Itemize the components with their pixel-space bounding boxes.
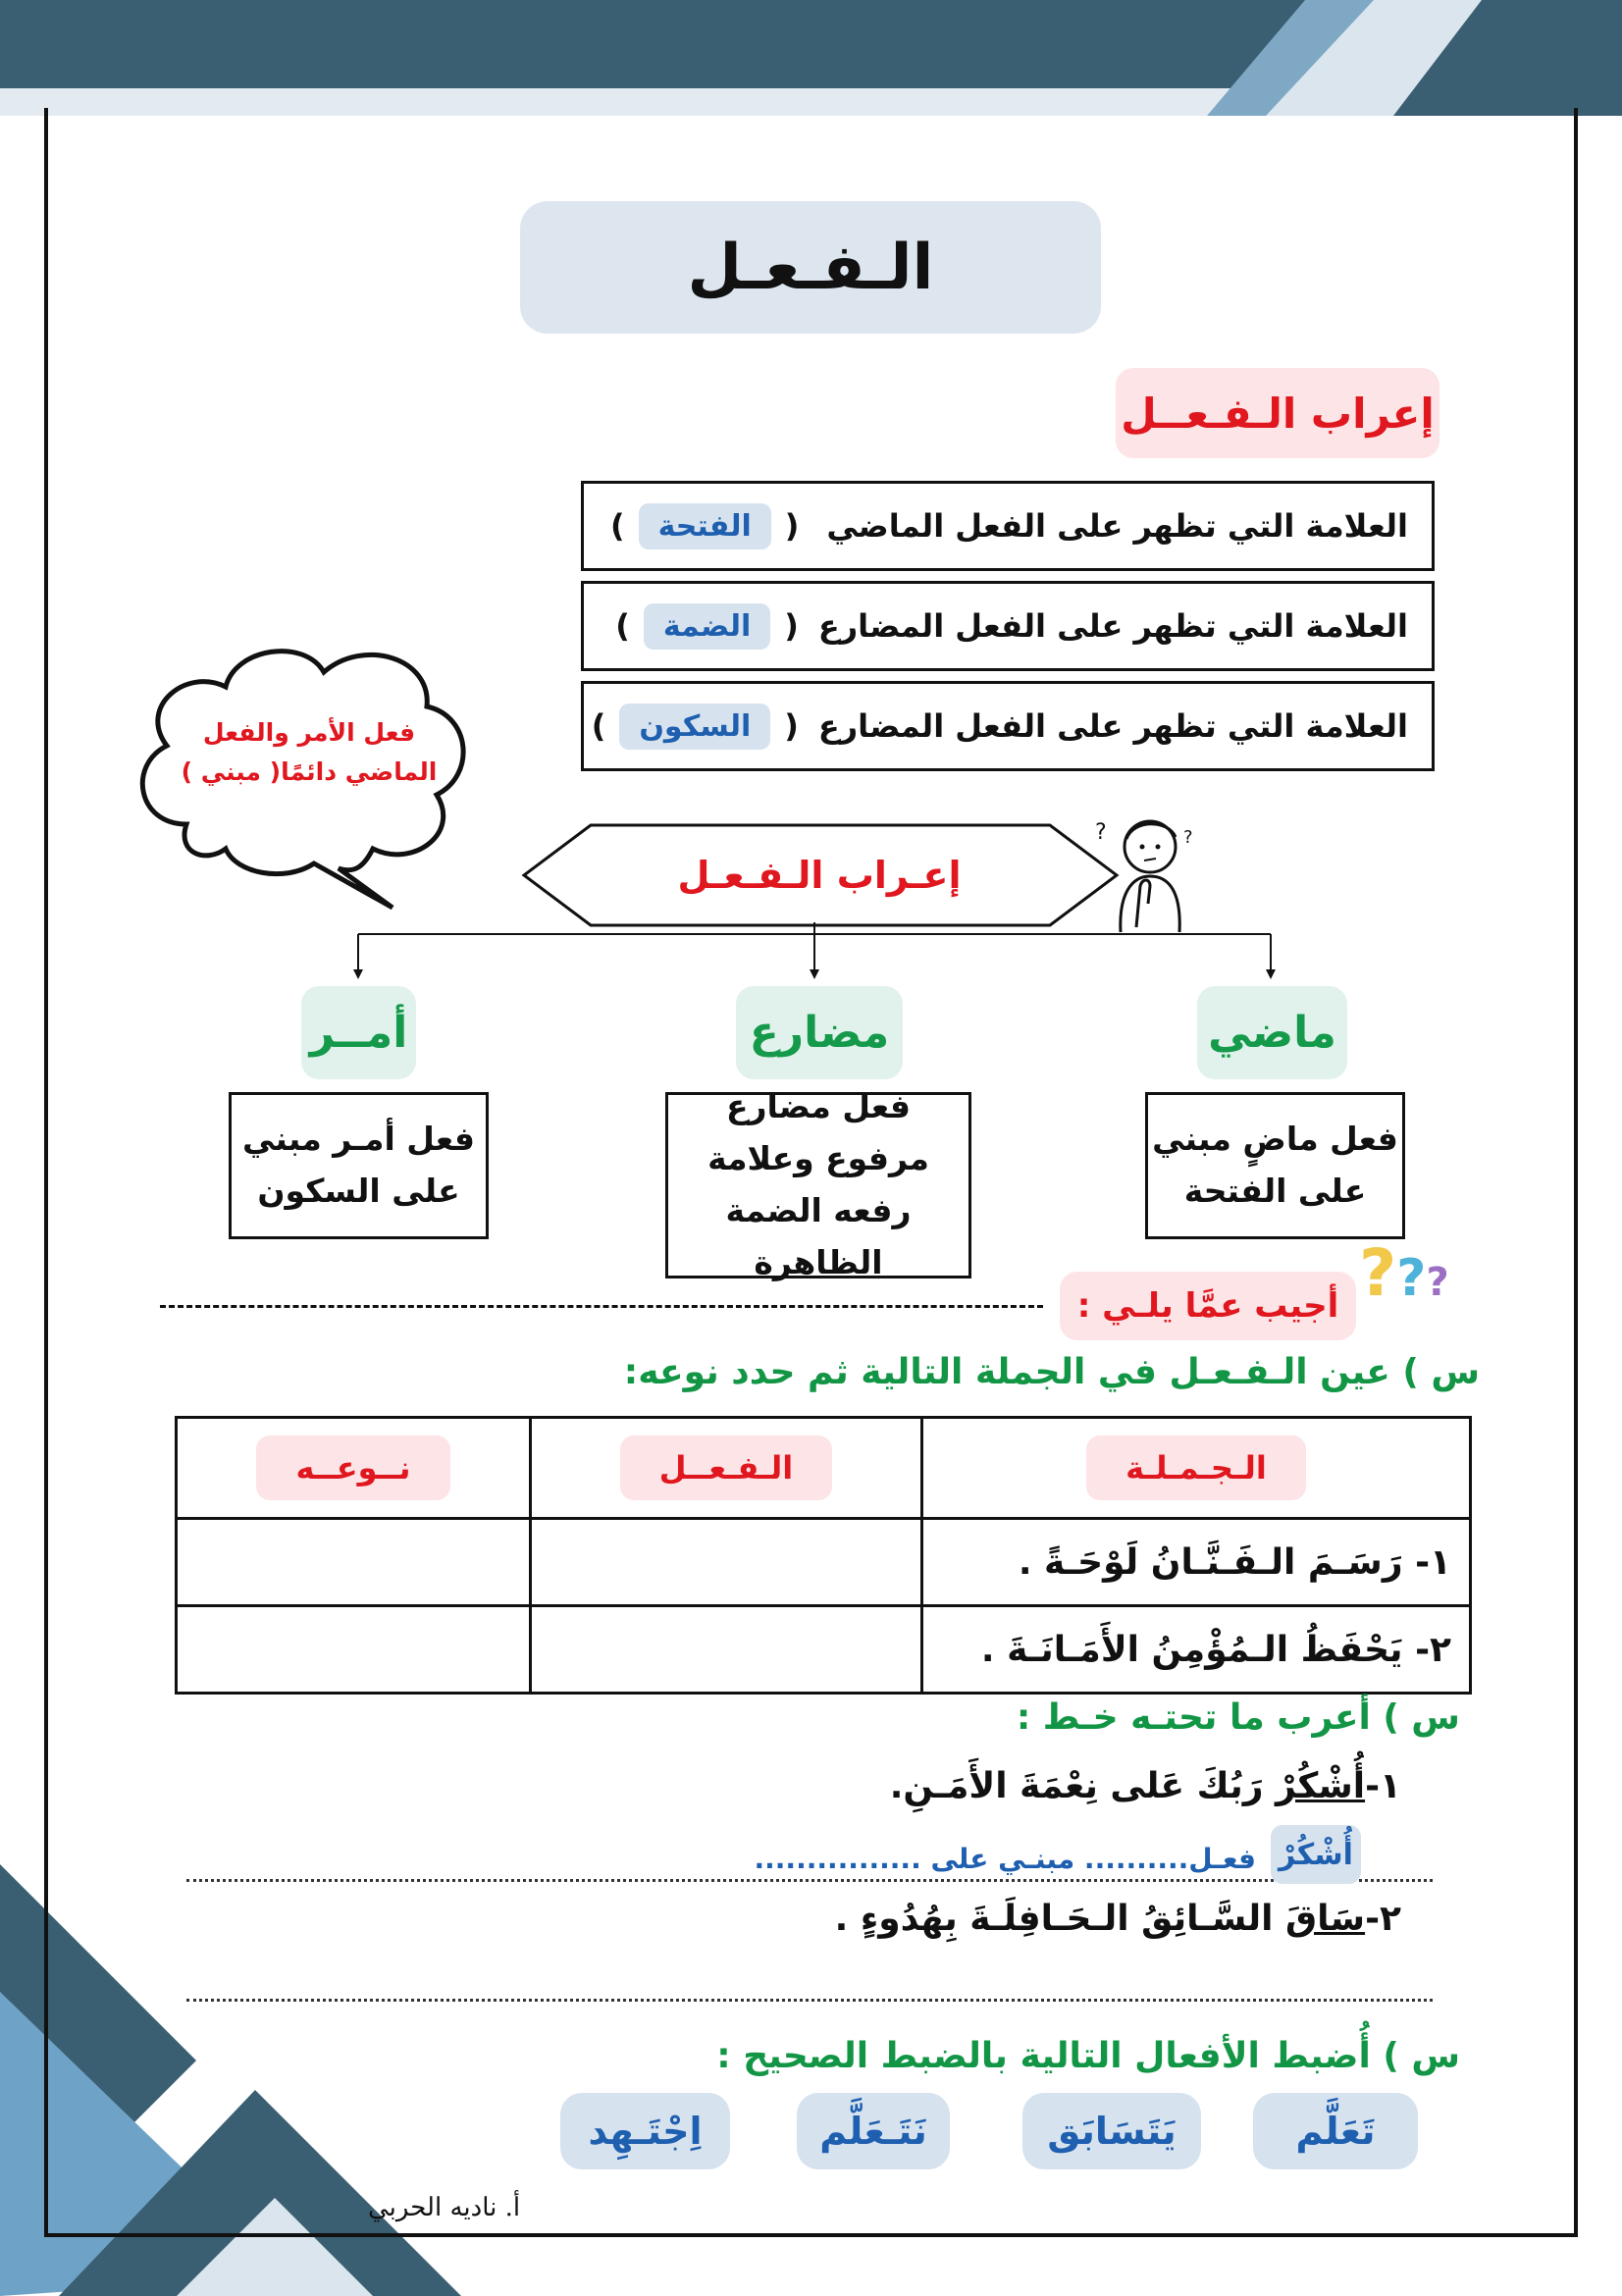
table-header-type: نــوعــه [256, 1435, 449, 1500]
answer-header: أجيب عمَّا يلـي : [1060, 1272, 1356, 1340]
q2-item-rest: رَبُكَ عَلى نِعْمَةَ الأَمَـنِ. [889, 1766, 1276, 1806]
table-sentence-cell: ١- رَسَـمَ الـفَـنَّـانُ لَوْحَـةً . [922, 1519, 1471, 1606]
branch-imperative-desc: فعل أمـر مبني على السكون [229, 1092, 489, 1239]
table-sentence-cell: ٢- يَحْفَظُ الـمُؤْمِنُ الأَمَـانَـةَ . [922, 1606, 1471, 1694]
sign-answer: السكون [619, 704, 770, 750]
table-row [177, 1519, 1471, 1606]
table-header-cell [922, 1418, 1471, 1519]
question-2: س ) أعرب ما تحتـه خـط : [1016, 1697, 1460, 1738]
word-chip[interactable]: نَتَـعَلَّم [797, 2093, 950, 2169]
word-chip[interactable]: يَتَسَابَق [1022, 2093, 1201, 2169]
table-verb-cell[interactable] [531, 1606, 922, 1694]
table-type-cell[interactable] [177, 1606, 531, 1694]
cloud-note: فعل الأمر والفعل الماضي دائمًا( مبني ) [181, 718, 438, 786]
q2-item-rest: السَّـائِقُ الـحَـافِلَـةَ بِهُدُوءٍ . [834, 1899, 1285, 1939]
table-header-sentence: الـجـمـلـة [1086, 1435, 1306, 1500]
question-3: س ) أُضبط الأفعال التالية بالضبط الصحيح : [716, 2036, 1460, 2076]
q2-item-1 [890, 1766, 1401, 1806]
question-marks-icon: ??? [1359, 1235, 1449, 1311]
q2-hint: فعـل.......... مبنـي على ................ [754, 1843, 1256, 1875]
section-title: إعراب الـفـعــل [1116, 368, 1439, 458]
verbs-table [175, 1416, 1472, 1695]
branch-present-label: مضارع [736, 986, 903, 1079]
page-title: الـفـعـل [520, 201, 1101, 334]
table-header-verb: الـفـعــل [620, 1435, 832, 1500]
q2-underlined-word: أُشْكُرْ [1275, 1766, 1366, 1806]
q2-item-2 [835, 1899, 1401, 1939]
word-chip[interactable]: اِجْتَـهِد [560, 2093, 730, 2169]
branch-present-desc: فعل مضارع مرفوع وعلامة رفعه الضمة الظاهرة [665, 1092, 971, 1278]
branch-imperative-label: أمــر [301, 986, 416, 1079]
sign-text: العلامة التي تظهر على الفعل الماضي [826, 507, 1408, 545]
sign-row-2: العلامة التي تظهر على الفعل المضارع ( الضمة ) [581, 581, 1435, 671]
diagram-root-label: إعـراب الـفـعـل [677, 854, 962, 897]
author-credit: أ. ناديه الحربي [368, 2193, 521, 2222]
q2-item-number: ٢- [1365, 1899, 1401, 1939]
table-verb-cell[interactable] [531, 1519, 922, 1606]
branch-past-label: ماضي [1197, 986, 1347, 1079]
section-divider [160, 1305, 1043, 1308]
table-type-cell[interactable] [177, 1519, 531, 1606]
sign-answer: الضمة [644, 603, 770, 650]
q2-underlined-word: سَاقَ [1284, 1899, 1366, 1939]
svg-text:?: ? [1095, 820, 1107, 845]
sign-text: العلامة التي تظهر على الفعل المضارع [817, 707, 1408, 745]
sign-answer: الفتحة [639, 503, 771, 549]
sign-row-3: العلامة التي تظهر على الفعل المضارع ( السكون ) [581, 681, 1435, 771]
table-row [177, 1606, 1471, 1694]
table-header-cell [531, 1418, 922, 1519]
sign-row-1: العلامة التي تظهر على الفعل الماضي ( الفتحة ) [581, 481, 1435, 571]
branch-past-desc: فعل ماضٍ مبني على الفتحة [1145, 1092, 1405, 1239]
answer-line-1[interactable] [186, 1879, 1433, 1882]
answer-line-2[interactable] [186, 1999, 1433, 2002]
q2-item-number: ١- [1365, 1766, 1401, 1806]
svg-text:?: ? [1183, 827, 1193, 848]
word-chip[interactable]: تَعَلَّم [1253, 2093, 1418, 2169]
table-header-cell [177, 1418, 531, 1519]
sign-text: العلامة التي تظهر على الفعل المضارع [817, 607, 1408, 645]
question-1: س ) عين الـفـعـل في الجملة التالية ثم حدد نوعه: [623, 1352, 1480, 1392]
q2-hint-word: أُشْكُرْ [1271, 1825, 1361, 1884]
diagram-connectors [343, 922, 1295, 981]
